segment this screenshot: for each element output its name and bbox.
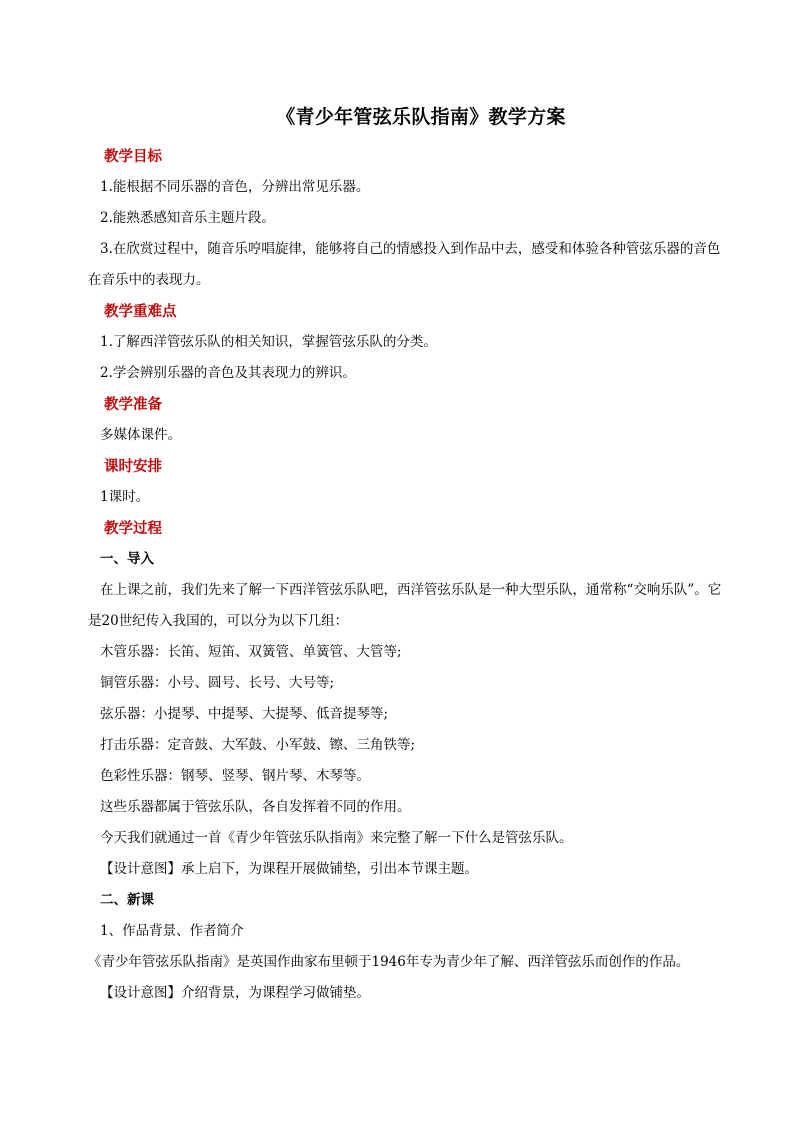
intro-paragraph: 在上课之前，我们先来了解一下西洋管弦乐队吧，西洋管弦乐队是一种大型乐队，通常称“交响乐队”。它是20世纪传入我国的，可以分为以下几组： <box>88 582 722 629</box>
schedule-text: 1课时。 <box>100 489 150 505</box>
goal-item-2: 2.能熟悉感知音乐主题片段。 <box>100 210 275 226</box>
goal-item-1: 1.能根据不同乐器的音色，分辨出常见乐器。 <box>100 179 370 195</box>
new-lesson-paragraph: 《青少年管弦乐队指南》是英国作曲家布里顿于1946年专为青少年了解、西洋管弦乐而创作的作品。 <box>88 954 690 970</box>
new-lesson-design-intent: 【设计意图】介绍背景，为课程学习做铺垫。 <box>100 985 370 1001</box>
document-body <box>88 141 724 1009</box>
section-heading-process: 教学过程 <box>104 520 162 537</box>
prep-text: 多媒体课件。 <box>100 427 181 443</box>
instrument-group-percussion: 打击乐器：定音鼓、大军鼓、小军鼓、镲、三角铁等; <box>100 737 416 753</box>
goal-item-3: 3.在欣赏过程中，随音乐哼唱旋律，能够将自己的情感投入到作品中去，感受和体验各种管弦乐器的音色在音乐中的表现力。 <box>88 241 721 288</box>
instrument-group-color: 色彩性乐器：钢琴、竖琴、钢片琴、木琴等。 <box>100 768 370 784</box>
key-point-item-1: 1.了解西洋管弦乐队的相关知识，掌握管弦乐队的分类。 <box>100 334 437 350</box>
intro-summary: 这些乐器都属于管弦乐队，各自发挥着不同的作用。 <box>100 799 411 815</box>
section-heading-schedule: 课时安排 <box>104 458 162 475</box>
section-heading-key-points: 教学重难点 <box>104 303 177 320</box>
document-title: 《青少年管弦乐队指南》教学方案 <box>276 106 566 128</box>
instrument-group-strings: 弦乐器：小提琴、中提琴、大提琴、低音提琴等; <box>100 706 389 722</box>
instrument-group-woodwind: 木管乐器：长笛、短笛、双簧管、单簧管、大管等; <box>100 644 402 660</box>
key-point-item-2: 2.学会辨别乐器的音色及其表现力的辨识。 <box>100 365 356 381</box>
new-lesson-heading: 二、新课 <box>100 892 154 908</box>
intro-heading: 一、导入 <box>100 551 154 567</box>
intro-today: 今天我们就通过一首《青少年管弦乐队指南》来完整了解一下什么是管弦乐队。 <box>100 830 573 846</box>
section-heading-goals: 教学目标 <box>104 148 162 165</box>
instrument-group-brass: 铜管乐器：小号、圆号、长号、大号等; <box>100 675 335 691</box>
intro-design-intent: 【设计意图】承上启下，为课程开展做铺垫，引出本节课主题。 <box>100 861 478 877</box>
new-lesson-subheading: 1、作品背景、作者简介 <box>100 923 244 939</box>
section-heading-prep: 教学准备 <box>104 396 162 413</box>
